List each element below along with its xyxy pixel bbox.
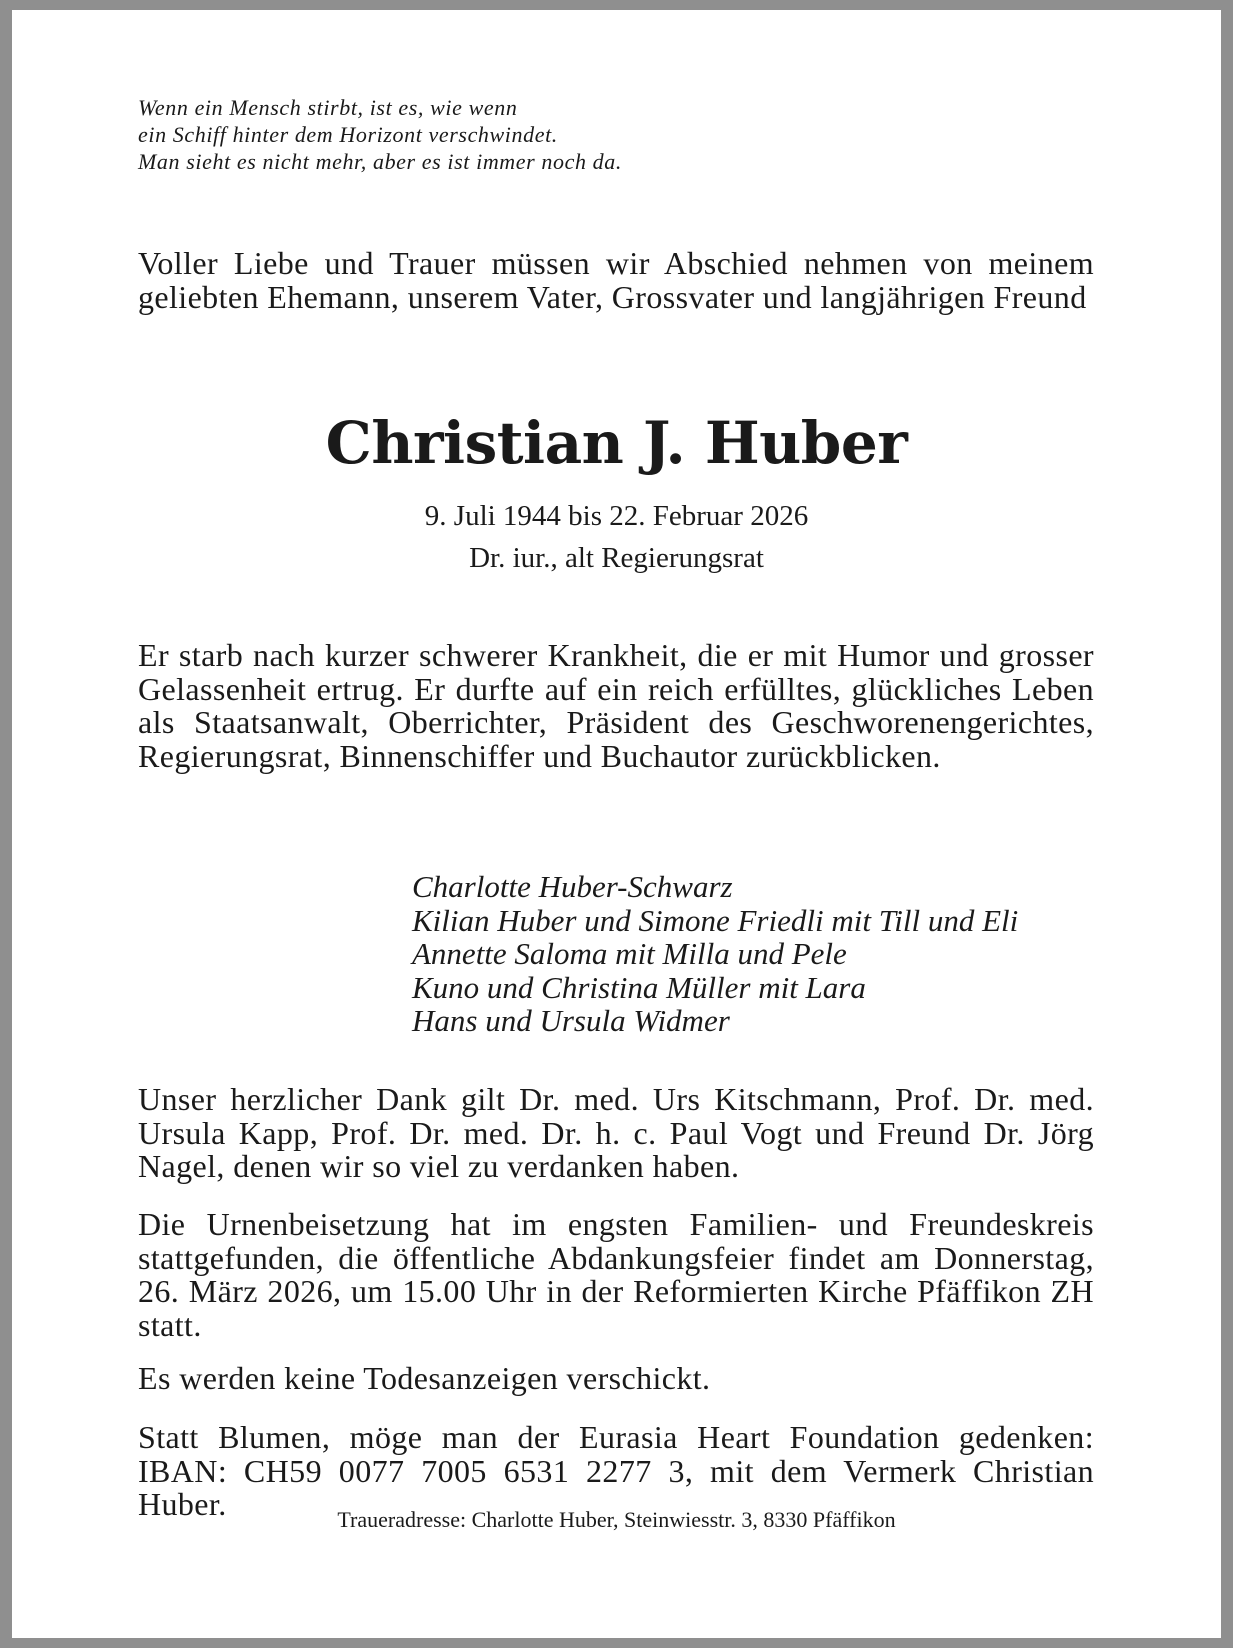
thanks-paragraph: Unser herzlicher Dank gilt Dr. med. Urs Kitschmann, Prof. Dr. med. Ursula Kapp, Prof. Dr. med. Dr. h. c. Paul Vogt und Freund Dr. Jörg Nagel, denen wir so viel zu verdanken haben.: [138, 1081, 1094, 1184]
family-member: Kilian Huber und Simone Friedli mit Till und Eli: [412, 902, 1019, 938]
burial-paragraph: Die Urnenbeisetzung hat im engsten Familien- und Freundeskreis stattgefunden, die öffentliche Abdankungsfeier findet am Donnerstag, 26. März 2026, um 15.00 Uhr in der Reformierten Kirche Pfäffikon ZH statt.: [138, 1206, 1094, 1343]
obituary-page: [12, 10, 1221, 1638]
biography-paragraph: Er starb nach kurzer schwerer Krankheit, die er mit Humor und grosser Gelassenheit ertrug. Er durfte auf ein reich erfülltes, glückliches Leben als Staatsanwalt, Oberrichter, Präsident des Geschworenengerichtes, Regierungsrat, Binnenschiffer und Buchautor zurückblicken.: [138, 637, 1094, 774]
deceased-name: Christian J. Huber: [325, 409, 908, 477]
no-cards-notice: Es werden keine Todesanzeigen verschickt.: [138, 1360, 711, 1396]
motto-line: Man sieht es nicht mehr, aber es ist immer noch da.: [138, 149, 622, 174]
family-member: Kuno und Christina Müller mit Lara: [412, 969, 866, 1005]
mourning-address: Traueradresse: Charlotte Huber, Steinwiesstr. 3, 8330 Pfäffikon: [337, 1507, 896, 1532]
motto-line: Wenn ein Mensch stirbt, ist es, wie wenn: [138, 95, 518, 120]
intro-paragraph: Voller Liebe und Trauer müssen wir Abschied nehmen von meinem geliebten Ehemann, unserem Vater, Grossvater und langjährigen Freund: [138, 245, 1094, 315]
motto-quote: [138, 94, 1094, 175]
family-member: Charlotte Huber-Schwarz: [412, 869, 733, 904]
motto-line: ein Schiff hinter dem Horizont verschwindet.: [138, 122, 558, 147]
deceased-title: Dr. iur., alt Regierungsrat: [469, 542, 764, 574]
family-member: Annette Saloma mit Milla und Pele: [412, 936, 847, 971]
life-dates: 9. Juli 1944 bis 22. Februar 2026: [424, 500, 809, 532]
family-member: Hans und Ursula Widmer: [412, 1003, 730, 1038]
donation-paragraph: Statt Blumen, möge man der Eurasia Heart Foundation gedenken: IBAN: CH59 0077 7005 6531 2277 3, mit dem Vermerk Christian Huber.: [138, 1419, 1094, 1522]
family-list: [412, 870, 1018, 1038]
